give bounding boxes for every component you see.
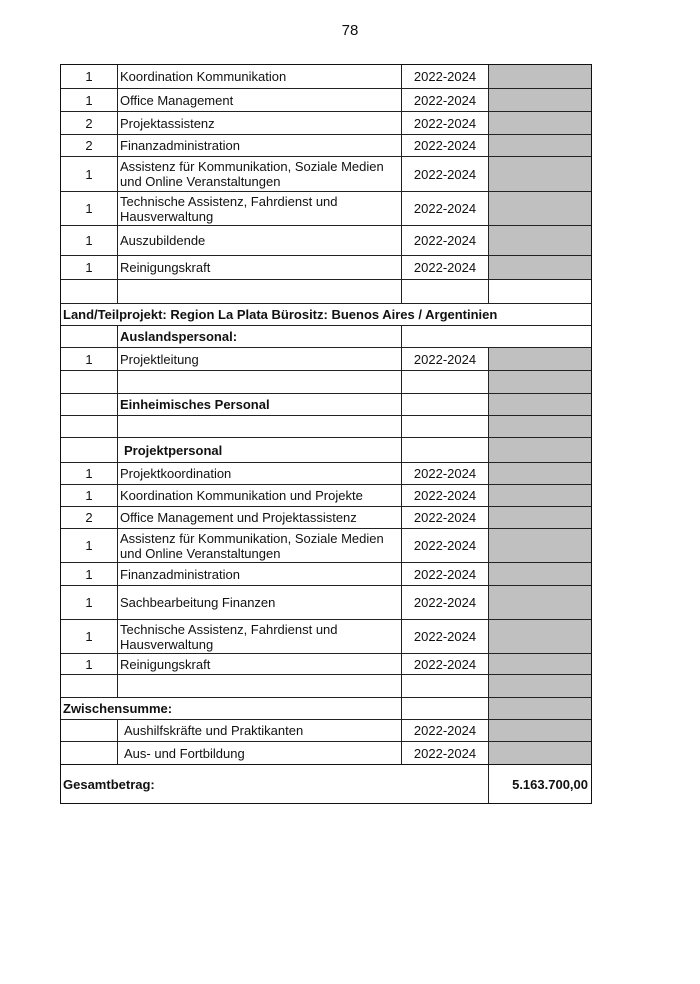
description-cell: Projektkoordination [118, 463, 402, 484]
subtotal-label: Zwischensumme: [61, 698, 402, 719]
empty-cell [402, 280, 489, 303]
empty-cell [61, 438, 118, 462]
count-cell: 1 [61, 485, 118, 506]
period-cell: 2022-2024 [402, 507, 489, 528]
redacted-amount [489, 348, 591, 370]
table-row [61, 506, 591, 528]
section-row [61, 325, 591, 347]
redacted-amount [489, 371, 591, 393]
total-row [61, 764, 591, 803]
description-cell: Sachbearbeitung Finanzen [118, 586, 402, 619]
count-cell: 1 [61, 463, 118, 484]
redacted-amount [489, 485, 591, 506]
table-row [61, 585, 591, 619]
description-cell: Reinigungskraft [118, 654, 402, 674]
empty-cell [61, 394, 118, 415]
empty-cell [402, 394, 489, 415]
redacted-amount [489, 654, 591, 674]
count-cell: 1 [61, 563, 118, 585]
redacted-amount [489, 586, 591, 619]
table-row [61, 255, 591, 279]
description-cell: Projektleitung [118, 348, 402, 370]
empty-row [61, 279, 591, 303]
count-cell: 2 [61, 135, 118, 156]
table-row [61, 562, 591, 585]
period-cell: 2022-2024 [402, 226, 489, 255]
redacted-amount [489, 507, 591, 528]
empty-cell [61, 280, 118, 303]
empty-cell [118, 416, 402, 437]
empty-row [61, 415, 591, 437]
description-cell: Assistenz für Kommunikation, Soziale Medien und Online Veranstaltungen [118, 157, 402, 191]
redacted-amount [489, 416, 591, 437]
redacted-amount [489, 563, 591, 585]
redacted-amount [489, 720, 591, 741]
redacted-amount [489, 675, 591, 697]
empty-cell [61, 326, 118, 347]
period-cell: 2022-2024 [402, 65, 489, 88]
period-cell: 2022-2024 [402, 742, 489, 764]
description-cell: Office Management [118, 89, 402, 111]
empty-cell [118, 280, 402, 303]
description-cell: Projektassistenz [118, 112, 402, 134]
redacted-amount [489, 135, 591, 156]
count-cell: 1 [61, 157, 118, 191]
count-cell: 1 [61, 654, 118, 674]
count-cell: 1 [61, 620, 118, 653]
period-cell: 2022-2024 [402, 135, 489, 156]
table-row [61, 65, 591, 88]
period-cell: 2022-2024 [402, 563, 489, 585]
table-row [61, 191, 591, 225]
description-cell: Koordination Kommunikation und Projekte [118, 485, 402, 506]
period-cell: 2022-2024 [402, 89, 489, 111]
section-label-auslandspersonal: Auslandspersonal: [118, 326, 402, 347]
empty-cell [61, 742, 118, 764]
table-row [61, 528, 591, 562]
redacted-amount [489, 65, 591, 88]
empty-cell [402, 326, 591, 347]
description-cell: Aushilfskräfte und Praktikanten [118, 720, 402, 741]
period-cell: 2022-2024 [402, 463, 489, 484]
empty-cell [402, 371, 489, 393]
empty-cell [402, 698, 489, 719]
subtotal-row [61, 697, 591, 719]
section-label-projektpersonal: Projektpersonal [118, 438, 402, 462]
table-row [61, 88, 591, 111]
count-cell: 1 [61, 65, 118, 88]
redacted-amount [489, 192, 591, 225]
empty-cell [61, 371, 118, 393]
description-cell: Auszubildende [118, 226, 402, 255]
page-number: 78 [341, 22, 359, 39]
table-row [61, 347, 591, 370]
empty-cell [402, 438, 489, 462]
description-cell: Technische Assistenz, Fahrdienst und Hausverwaltung [118, 192, 402, 225]
period-cell: 2022-2024 [402, 192, 489, 225]
redacted-amount [489, 157, 591, 191]
empty-cell [61, 416, 118, 437]
total-label: Gesamtbetrag: [61, 765, 489, 803]
count-cell: 1 [61, 192, 118, 225]
empty-cell [118, 371, 402, 393]
empty-row [61, 674, 591, 697]
count-cell: 1 [61, 586, 118, 619]
empty-cell [61, 720, 118, 741]
redacted-amount [489, 698, 591, 719]
count-cell: 1 [61, 348, 118, 370]
redacted-amount [489, 89, 591, 111]
count-cell: 1 [61, 226, 118, 255]
period-cell: 2022-2024 [402, 620, 489, 653]
budget-table [60, 64, 592, 804]
redacted-amount [489, 463, 591, 484]
period-cell: 2022-2024 [402, 256, 489, 279]
description-cell: Assistenz für Kommunikation, Soziale Medien und Online Veranstaltungen [118, 529, 402, 562]
redacted-amount [489, 438, 591, 462]
table-row [61, 225, 591, 255]
total-amount: 5.163.700,00 [512, 776, 588, 792]
description-cell: Finanzadministration [118, 563, 402, 585]
region-header-row [61, 303, 591, 325]
table-row [61, 619, 591, 653]
period-cell: 2022-2024 [402, 485, 489, 506]
redacted-amount [489, 620, 591, 653]
redacted-amount [489, 742, 591, 764]
count-cell: 1 [61, 529, 118, 562]
redacted-amount [489, 256, 591, 279]
table-row [61, 111, 591, 134]
period-cell: 2022-2024 [402, 654, 489, 674]
table-row [61, 719, 591, 741]
redacted-amount [489, 226, 591, 255]
empty-cell [402, 675, 489, 697]
empty-cell [61, 675, 118, 697]
period-cell: 2022-2024 [402, 720, 489, 741]
description-cell: Aus- und Fortbildung [118, 742, 402, 764]
empty-cell [489, 280, 591, 303]
section-row [61, 393, 591, 415]
empty-cell [118, 675, 402, 697]
count-cell: 2 [61, 507, 118, 528]
empty-row [61, 370, 591, 393]
table-row [61, 134, 591, 156]
redacted-amount [489, 112, 591, 134]
description-cell: Finanzadministration [118, 135, 402, 156]
period-cell: 2022-2024 [402, 529, 489, 562]
count-cell: 1 [61, 89, 118, 111]
table-row [61, 462, 591, 484]
table-row [61, 484, 591, 506]
table-row [61, 653, 591, 674]
region-header: Land/Teilprojekt: Region La Plata Bürositz: Buenos Aires / Argentinien [63, 307, 498, 322]
period-cell: 2022-2024 [402, 348, 489, 370]
description-cell: Technische Assistenz, Fahrdienst und Hausverwaltung [118, 620, 402, 653]
description-cell: Koordination Kommunikation [118, 65, 402, 88]
section-label-einheimisches-personal: Einheimisches Personal [118, 394, 402, 415]
period-cell: 2022-2024 [402, 112, 489, 134]
table-row [61, 741, 591, 764]
period-cell: 2022-2024 [402, 157, 489, 191]
table-row [61, 156, 591, 191]
redacted-amount [489, 529, 591, 562]
empty-cell [402, 416, 489, 437]
period-cell: 2022-2024 [402, 586, 489, 619]
count-cell: 2 [61, 112, 118, 134]
description-cell: Reinigungskraft [118, 256, 402, 279]
section-row [61, 437, 591, 462]
count-cell: 1 [61, 256, 118, 279]
redacted-amount [489, 394, 591, 415]
description-cell: Office Management und Projektassistenz [118, 507, 402, 528]
